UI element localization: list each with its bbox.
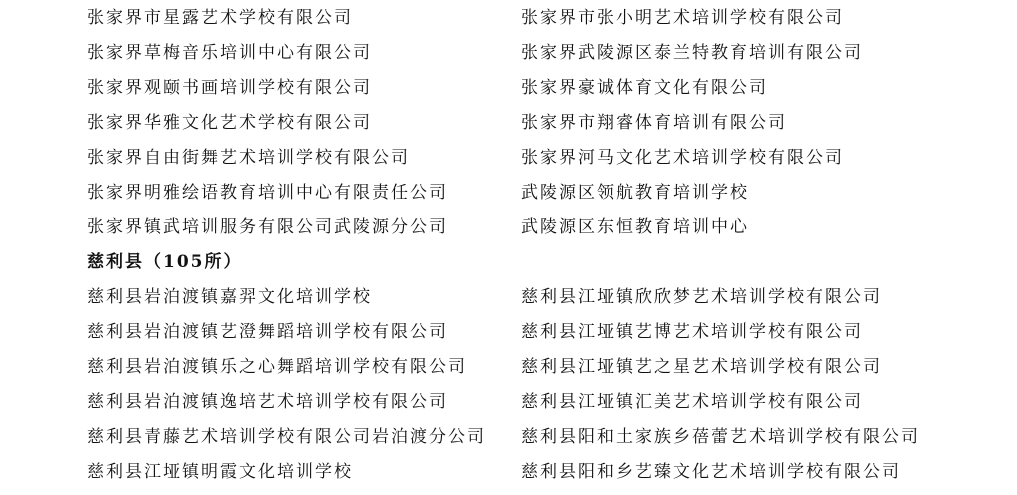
school-name-left: 慈利县江垭镇明霞文化培训学校	[87, 462, 353, 482]
school-name-right: 武陵源区东恒教育培训中心	[521, 217, 749, 237]
school-name-left: 张家界观颐书画培训学校有限公司	[87, 78, 372, 98]
school-name-right: 慈利县江垭镇艺之星艺术培训学校有限公司	[521, 357, 882, 377]
school-name-right: 慈利县阳和土家族乡蓓蕾艺术培训学校有限公司	[521, 427, 920, 447]
school-name-left: 慈利县岩泊渡镇嘉羿文化培训学校	[87, 287, 372, 307]
school-name-right: 慈利县江垭镇欣欣梦艺术培训学校有限公司	[521, 287, 882, 307]
school-name-right: 武陵源区领航教育培训学校	[521, 183, 749, 203]
list-row	[0, 176, 1017, 211]
list-row	[0, 420, 1017, 455]
school-name-left: 张家界明雅绘语教育培训中心有限责任公司	[87, 183, 448, 203]
list-row	[0, 106, 1017, 141]
list-row	[0, 315, 1017, 350]
school-name-left: 慈利县岩泊渡镇逸培艺术培训学校有限公司	[87, 392, 448, 412]
school-name-left: 慈利县岩泊渡镇乐之心舞蹈培训学校有限公司	[87, 357, 467, 377]
school-name-left: 张家界市星露艺术学校有限公司	[87, 8, 353, 28]
list-row	[0, 141, 1017, 176]
list-row	[0, 1, 1017, 36]
school-name-right: 张家界市翔睿体育培训有限公司	[521, 113, 787, 133]
school-name-left: 慈利县青藤艺术培训学校有限公司岩泊渡分公司	[87, 427, 486, 447]
school-name-right: 张家界市张小明艺术培训学校有限公司	[521, 8, 844, 28]
list-row	[0, 210, 1017, 245]
list-row	[0, 280, 1017, 315]
list-row	[0, 455, 1017, 490]
school-name-left: 张家界华雅文化艺术学校有限公司	[87, 113, 372, 133]
school-name-right: 张家界河马文化艺术培训学校有限公司	[521, 148, 844, 168]
school-name-right: 慈利县江垭镇汇美艺术培训学校有限公司	[521, 392, 863, 412]
school-name-left: 张家界自由街舞艺术培训学校有限公司	[87, 148, 410, 168]
list-row	[0, 350, 1017, 385]
list-row	[0, 71, 1017, 106]
school-name-left: 张家界镇武培训服务有限公司武陵源分公司	[87, 217, 448, 237]
school-name-right: 张家界武陵源区泰兰特教育培训有限公司	[521, 43, 863, 63]
school-name-right: 慈利县阳和乡艺臻文化艺术培训学校有限公司	[521, 462, 901, 482]
school-name-left: 张家界草梅音乐培训中心有限公司	[87, 43, 372, 63]
school-name-right: 慈利县江垭镇艺博艺术培训学校有限公司	[521, 322, 863, 342]
list-row	[0, 385, 1017, 420]
school-name-left: 慈利县岩泊渡镇艺澄舞蹈培训学校有限公司	[87, 322, 448, 342]
list-row	[0, 36, 1017, 71]
county-heading: 慈利县（105所）	[87, 252, 243, 272]
section-heading-row	[0, 245, 1017, 280]
school-name-right: 张家界豪诚体育文化有限公司	[521, 78, 768, 98]
